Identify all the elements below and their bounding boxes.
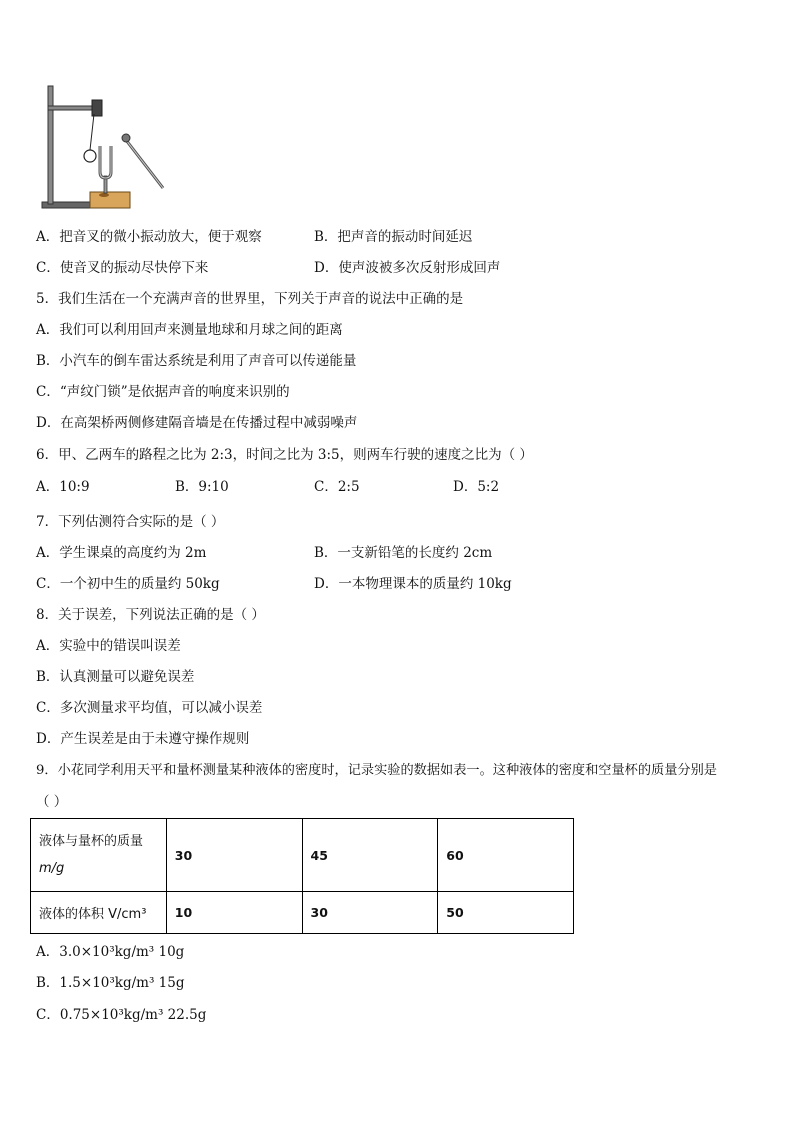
q7-option-c: C．一个初中生的质量约 50kg — [36, 576, 220, 592]
row1-label-b: m/g — [39, 861, 65, 876]
q9-option-b: B．1.5×10³kg/m³ 15g — [36, 975, 185, 991]
q7-option-b: B．一支新铅笔的长度约 2cm — [314, 545, 493, 561]
q4-option-b: B．把声音的振动时间延迟 — [314, 229, 473, 245]
table-cell-label: 液体的体积 V/cm³ — [31, 892, 167, 934]
q4-option-d: D．使声波被多次反射形成回声 — [314, 260, 501, 276]
q5-option-d: D．在高架桥两侧修建隔音墙是在传播过程中减弱噪声 — [36, 415, 358, 431]
q6-option-a: A．10:9 — [36, 479, 90, 495]
q9-stem-line1: 9．小花同学利用天平和量杯测量某种液体的密度时，记录实验的数据如表一。这种液体的密度和空量杯的质量分别是 — [36, 763, 717, 778]
q9-option-a: A．3.0×10³kg/m³ 10g — [36, 944, 185, 960]
q5-stem: 5．我们生活在一个充满声音的世界里，下列关于声音的说法中正确的是 — [36, 291, 464, 307]
q5-option-a: A．我们可以利用回声来测量地球和月球之间的距离 — [36, 322, 343, 338]
table-cell-label — [31, 819, 167, 892]
q9-option-c: C．0.75×10³kg/m³ 22.5g — [36, 1007, 207, 1023]
q7-option-a: A．学生课桌的高度约为 2m — [36, 545, 207, 561]
q6-option-c: C．2:5 — [314, 479, 360, 495]
data-table — [30, 818, 574, 934]
q5-option-b: B．小汽车的倒车雷达系统是利用了声音可以传递能量 — [36, 353, 357, 369]
q6-option-d: D．5:2 — [453, 479, 500, 495]
q6-stem: 6．甲、乙两车的路程之比为 2:3，时间之比为 3:5，则两车行驶的速度之比为（ ） — [36, 447, 533, 463]
q6-option-b: B．9:10 — [175, 479, 229, 495]
q7-stem: 7．下列估测符合实际的是（ ） — [36, 514, 225, 530]
q4-option-a: A．把音叉的微小振动放大，便于观察 — [36, 229, 262, 245]
q8-option-c: C．多次测量求平均值，可以减小误差 — [36, 700, 263, 716]
table-cell: 30 — [166, 819, 302, 892]
q8-option-b: B．认真测量可以避免误差 — [36, 669, 195, 685]
q8-stem: 8．关于误差，下列说法正确的是（ ） — [36, 607, 265, 623]
table-cell: 45 — [302, 819, 438, 892]
table-row — [31, 819, 574, 892]
table-row — [31, 892, 574, 934]
q8-option-d: D．产生误差是由于未遵守操作规则 — [36, 731, 250, 747]
row1-label-a: 液体与量杯的质量 — [39, 834, 144, 849]
tuning-fork-apparatus-figure — [36, 80, 176, 216]
q5-option-c: C．“声纹门锁”是依据声音的响度来识别的 — [36, 384, 290, 400]
q4-option-c: C．使音叉的振动尽快停下来 — [36, 260, 209, 276]
q9-stem-line2: （ ） — [36, 794, 68, 810]
table-cell: 10 — [166, 892, 302, 934]
table-cell: 60 — [438, 819, 574, 892]
q7-option-d: D．一本物理课本的质量约 10kg — [314, 576, 512, 592]
table-cell: 30 — [302, 892, 438, 934]
q8-option-a: A．实验中的错误叫误差 — [36, 638, 181, 654]
table-cell: 50 — [438, 892, 574, 934]
